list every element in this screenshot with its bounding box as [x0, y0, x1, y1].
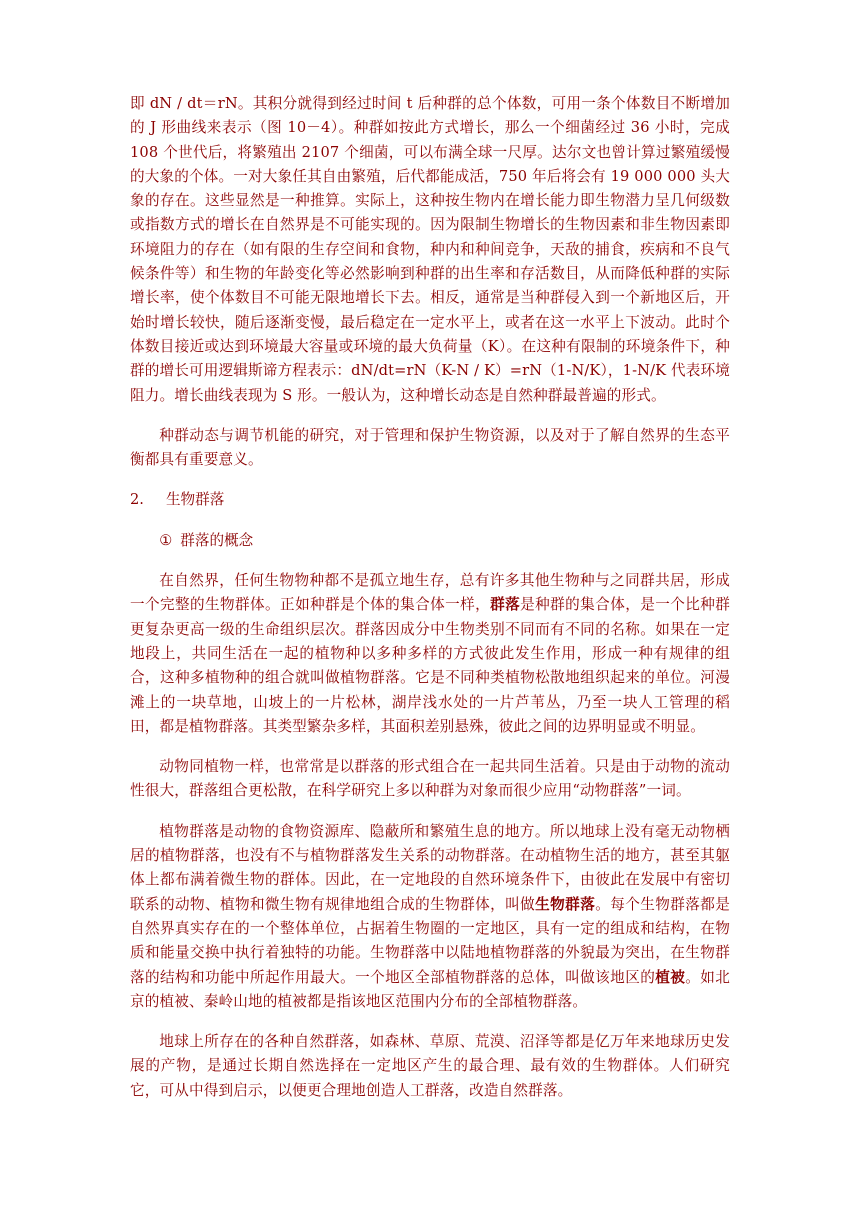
paragraph-community-concept: [130, 569, 730, 739]
section-title: 生物群落: [165, 491, 225, 509]
term-biotic-community: 生物群落: [535, 895, 596, 913]
paragraph-text: 。每个生物群落都是自然界真实存在的一个整体单位，占据着生物圈的一定地区，具有一定的组成和结构，在物质和能量交换中执行着独特的功能。生物群落中以陆地植物群落的外貌最为突出，在生物群落的结构和功能中所起作用最大。一个地区全部植物群落的总体，叫做该地区的: [130, 895, 730, 986]
section-number: 2.: [130, 491, 144, 509]
term-community: 群落: [490, 596, 521, 614]
section-heading: [130, 488, 730, 512]
paragraph-population-dynamics: [130, 424, 730, 473]
paragraph-biotic-community: [130, 820, 730, 1014]
paragraph-text: 是种群的集合体，是一个比种群更复杂更高一级的生命组织层次。群落因成分中生物类别不同而有不同的名称。如果在一定地段上，共同生活在一起的植物种以多种多样的方式彼此发生作用，形成一种有规律的组合，这种多植物种的组合就叫做植物群落。它是不同种类植物松散地组织起来的单位。河漫滩上的一块草地，山坡上的一片松林，湖岸浅水处的一片芦苇丛，乃至一块人工管理的稻田，都是植物群落。其类型繁杂多样，其面积差别悬殊，彼此之间的边界明显或不明显。: [130, 596, 730, 735]
paragraph-text: 地球上所存在的各种自然群落，如森林、草原、荒漠、沼泽等都是亿万年来地球历史发展的产物，是通过长期自然选择在一定地区产生的最合理、最有效的生物群体。人们研究它，可从中得到启示，以便更合理地创造人工群落，改造自然群落。: [130, 1033, 730, 1099]
subsection-title: 群落的概念: [180, 531, 254, 549]
paragraph-text: 。如北京的植被、秦岭山地的植被都是指该地区范围内分布的全部植物群落。: [130, 968, 730, 1010]
paragraph-text: 植物群落是动物的食物资源库、隐蔽所和繁殖生息的地方。所以地球上没有毫无动物栖居的植物群落，也没有不与植物群落发生关系的动物群落。在动植物生活的地方，甚至其躯体上都布满着微生物的群体。因此，在一定地段的自然环境条件下，由彼此在发展中有密切联系的动物、植物和微生物有规律地组合成的生物群体，叫做: [130, 822, 730, 913]
paragraph-text: 种群动态与调节机能的研究，对于管理和保护生物资源，以及对于了解自然界的生态平衡都具有重要意义。: [130, 426, 730, 469]
subsection-heading: [130, 529, 730, 553]
term-vegetation: 植被: [655, 968, 686, 986]
paragraph-population-growth: [130, 92, 730, 408]
paragraph-text: 动物同植物一样，也常常是以群落的形式组合在一起共同生活着。只是由于动物的流动性很大，群落组合更松散，在科学研究上多以种群为对象而很少应用“动物群落”一词。: [130, 758, 730, 800]
paragraph-text: 在自然界，任何生物物种都不是孤立地生存，总有许多其他生物种与之同群共居，形成一个完整的生物群体。正如种群是个体的集合体一样，: [130, 572, 730, 614]
subsection-marker: ①: [159, 531, 173, 549]
paragraph-animal-community: [130, 755, 730, 804]
paragraph-natural-communities: [130, 1030, 730, 1103]
paragraph-text: 即 dN / dt＝rN。其积分就得到经过时间 t 后种群的总个体数，可用一条个体数目不断增加的 J 形曲线来表示（图 10－4）。种群如按此方式增长，那么一个细菌经过 36 小时，完成 108 个世代后，将繁殖出 2107 个细菌，可以布满全球一尺厚。达尔文也曾计算过繁殖缓慢的大象的个体。一对大象任其自由繁殖，后代都能成活，750 年后将会有 19 000 000 头大象的存在。这些显然是一种推算。实际上，这种按生物内在增长能力即生物潜力呈几何级数或指数方式的增长在自然界是不可能实现的。因为限制生物增长的生物因素和非生物因素即环境阻力的存在（如有限的生存空间和食物，种内和种间竞争，天敌的捕食，疾病和不良气候条件等）和生物的年龄变化等必然影响到种群的出生率和存活数目，从而降低种群的实际增长率，使个体数目不可能无限地增长下去。相反，通常是当种群侵入到一个新地区后，开始时增长较快，随后逐渐变慢，最后稳定在一定水平上，或者在这一水平上下波动。此时个体数目接近或达到环境最大容量或环境的最大负荷量（K）。在这种有限制的环境条件下，种群的增长可用逻辑斯谛方程表示：dN/dt=rN（K-N / K）=rN（1-N/K），1-N/K 代表环境阻力。增长曲线表现为 S 形。一般认为，这种增长动态是自然种群最普遍的形式。: [130, 95, 730, 404]
document-page: [130, 92, 730, 1103]
